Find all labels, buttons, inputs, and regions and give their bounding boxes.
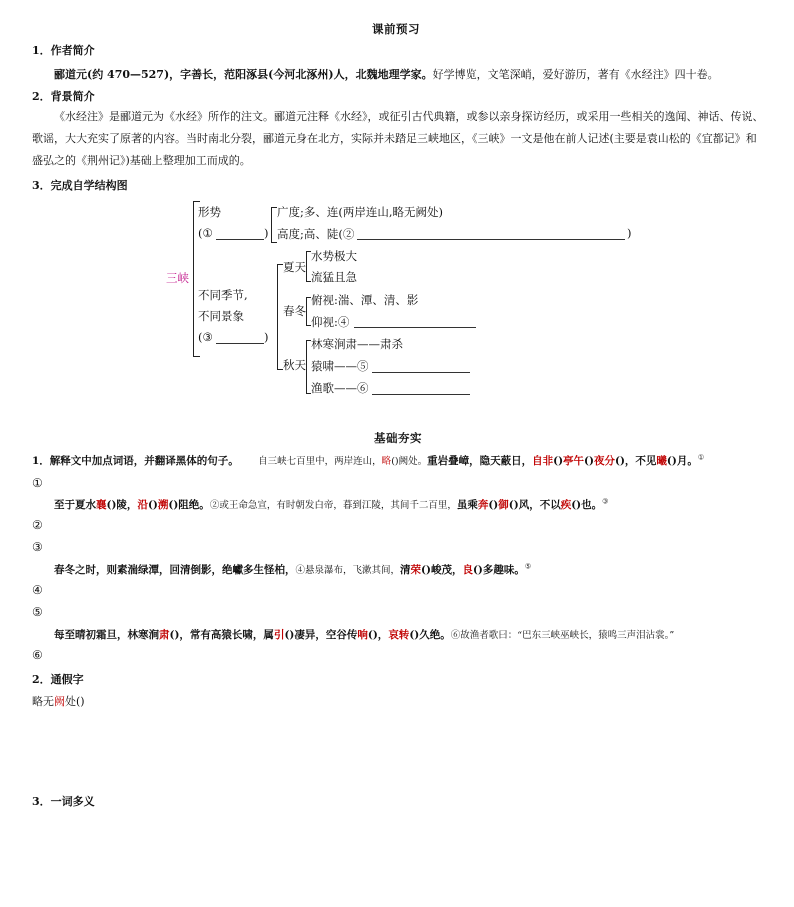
author-intro-rest: 好学博览，文笔深峭，爱好游历，著有《水经注》四十卷。	[432, 68, 719, 81]
q2-heading: 2．通假字	[32, 673, 84, 686]
q1-p3-f: 良	[462, 564, 473, 576]
q1-p2-p: ③	[602, 497, 609, 506]
q1-p1-j: ()，不见	[614, 455, 657, 467]
blank5-line	[372, 372, 470, 373]
q1-para4	[54, 627, 674, 642]
q1-p3-h: ⑤	[524, 562, 532, 571]
q1-p1-a: 自三峡七百里中，两岸连山，	[258, 456, 382, 467]
q1-p4-h: 哀转	[388, 629, 410, 641]
basics-title: 基础夯实	[374, 431, 422, 445]
q2-item	[32, 693, 85, 709]
q1-p4-e: ()凄异，空谷传	[284, 629, 358, 641]
summer-item-2: 流猛且急	[311, 270, 357, 284]
q1-p4-b: 肃	[159, 629, 170, 641]
q1-p2-a: 至于夏水	[54, 499, 96, 511]
autumn-item-2: 猿啸——⑤	[311, 359, 369, 373]
q1-p4-d: 引	[273, 629, 285, 641]
q1-p1-g: 亭午	[563, 455, 585, 467]
section3-heading: 3．完成自学结构图	[32, 179, 128, 192]
summer-item-1: 水势极大	[311, 249, 357, 263]
q1-p1-h: ()	[584, 455, 594, 467]
q1-p2-c: ()陵，	[106, 499, 138, 511]
spring-item-2: 仰视:④	[311, 315, 350, 329]
q1-p4-j: ⑥故渔者歌曰：“巴东三峡巫峡长，猿鸣三声泪沾裳。”	[450, 630, 675, 641]
q1-p2-k: ()	[488, 499, 499, 511]
q1-p1-i: 夜分	[593, 455, 615, 467]
q1-p1-l: ()月。	[666, 455, 698, 467]
marker-4: ④	[32, 583, 43, 597]
q1-p3-c: 清	[400, 564, 411, 576]
marker-6: ⑥	[32, 648, 43, 662]
spring-item-1: 俯视:湍、潭、清、影	[311, 293, 419, 307]
q1-p3-g: ()多趣味。	[472, 564, 525, 576]
q1-p1-m: ①	[697, 453, 705, 462]
q2-a: 略无	[32, 695, 54, 708]
q2-b: 阙	[54, 695, 65, 708]
blank1-open: (①	[198, 226, 213, 240]
q1-p3-a: 春冬之时，则素湍绿潭，回清倒影，绝巘多生怪柏，	[54, 564, 296, 576]
author-intro-bold: 郦道元(约 470—527)，字善长，范阳涿县(今河北涿州)人，北魏地理学家。	[54, 68, 433, 81]
q1-p4-g: ()，	[367, 629, 389, 641]
author-intro	[54, 66, 719, 82]
q1-heading: 1．解释文中加点词语，并翻译黑体的句子。	[32, 455, 239, 467]
background-paragraph: 《水经注》是郦道元为《水经》所作的注文。郦道元注释《水经》，或征引古代典籍，或参以亲身探访经历，或采用一些相关的逸闻、神话、传说、歌谣，大大充实了原著的内容。当时南北分裂，郦道元身在北方，实际并未踏足三峡地区，《三峡》一文是他在前人记述(主要是袁山松的《宜都记》和盛弘之的《荆州记》)基础上整理加工而成的。	[32, 110, 764, 167]
q1-p4-i: ()久绝。	[409, 629, 451, 641]
gaodu-close: )	[627, 226, 632, 240]
marker-5: ⑤	[32, 605, 43, 619]
q1-p1-f: ()	[553, 455, 564, 467]
q3-heading: 3．一词多义	[32, 795, 95, 808]
diagram-xingshi: 形势	[198, 205, 221, 219]
autumn-item-3: 渔歌——⑥	[311, 381, 369, 395]
q1-p2-l: 御	[498, 499, 509, 511]
autumn-item-1: 林寒涧肃——肃杀	[311, 337, 403, 351]
q1-p3-d: 荣	[410, 564, 422, 576]
q1-p2-b: 襄	[96, 499, 107, 511]
marker-2: ②	[32, 518, 43, 532]
blank2-line	[357, 239, 625, 240]
blank3-close: )	[264, 330, 269, 344]
q1-p2-d: 沿	[137, 499, 148, 511]
blank6-line	[372, 394, 470, 395]
q2-c: 处()	[65, 695, 85, 708]
section1-heading: 1．作者简介	[32, 44, 95, 57]
q1-p2-g: ()阻绝。	[168, 499, 210, 511]
diagram-summer: 夏天	[283, 260, 306, 274]
q1-p1-k: 曦	[656, 455, 667, 467]
q1-p1-d: 重岩叠嶂，隐天蔽日，	[427, 455, 533, 467]
diagram-autumn: 秋天	[283, 358, 306, 372]
section2-heading: 2．背景简介	[32, 90, 95, 103]
diagram-seasons-2: 不同景象	[198, 309, 244, 323]
q1-p1-c: ()阙处。	[391, 456, 428, 467]
q1-p4-a: 每至晴初霜旦，林寒涧	[54, 629, 159, 641]
q1-line	[32, 453, 704, 468]
diagram-gaodu: 高度;高、陡(②	[277, 227, 355, 241]
q1-p2-h: ②或王命急宣，有时朝发白帝，暮到江陵，其间千二百里，	[209, 500, 457, 511]
q1-p2-e: ()	[147, 499, 158, 511]
q1-p2-i: 虽乘	[456, 499, 478, 511]
preview-title: 课前预习	[372, 22, 420, 36]
diagram-guangdu: 广度;多、连(两岸连山,略无阙处)	[277, 205, 444, 219]
q1-para2	[54, 497, 608, 512]
diagram-spring: 春冬	[283, 304, 306, 318]
diagram-root: 三峡	[166, 271, 189, 285]
blank3-open: (③	[198, 330, 213, 344]
blank4-line	[354, 327, 476, 328]
q1-para3	[54, 562, 531, 577]
marker-3: ③	[32, 540, 43, 554]
q1-p2-m: ()风，不以	[508, 499, 561, 511]
q1-p2-f: 溯	[157, 499, 169, 511]
q1-p1-b: 略	[381, 456, 392, 467]
q1-p4-f: 响	[357, 629, 368, 641]
q1-p2-n: 疾	[560, 499, 572, 511]
q1-p3-e: ()峻茂，	[421, 564, 463, 576]
blank1-line	[216, 239, 264, 240]
blank3-line	[216, 343, 264, 344]
q1-p1-e: 自非	[532, 455, 554, 467]
diagram-seasons-1: 不同季节,	[198, 288, 248, 302]
marker-1: ①	[32, 476, 43, 490]
q1-p4-c: ()，常有高猿长啸，属	[169, 629, 274, 641]
q1-p3-b: ④悬泉瀑布，飞漱其间，	[295, 565, 401, 576]
q1-p2-j: 奔	[477, 499, 489, 511]
q1-p2-o: ()也。	[571, 499, 603, 511]
blank1-close: )	[264, 226, 269, 240]
